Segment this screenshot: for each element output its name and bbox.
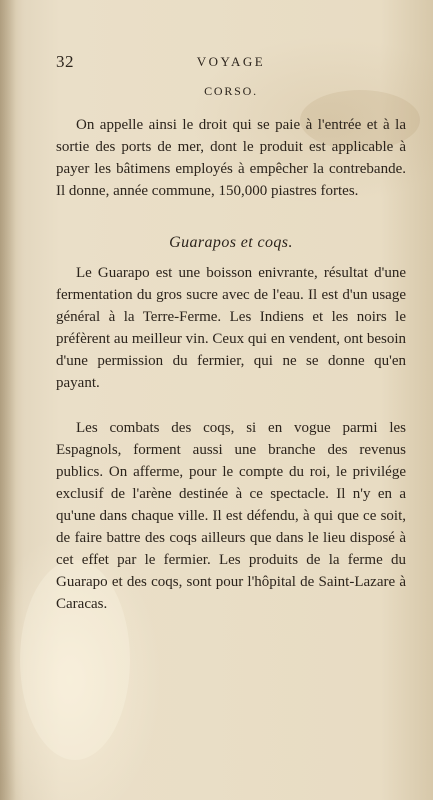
running-head — [56, 52, 406, 72]
paragraph-coqs: Les combats des coqs, si en vogue parmi les Espagnols, forment aussi une branche des revenus publics. On afferme, pour le compte du roi, le privilége exclusif de l'arène destinée à ce spectacle. Il n'y en a qu'une dans chaque ville. Il est défendu, à qui que ce soit, de faire battre des coqs ailleurs que dans le lieu disposé à cet effet par le fermier. Les produits de la ferme du Guarapo et des coqs, sont pour l'hôpital de Saint-Lazare à Caracas. — [56, 420, 406, 612]
binding-shadow — [0, 0, 16, 800]
section-title-guarapos: Guarapos et coqs. — [169, 234, 293, 251]
paragraph-corso: On appelle ainsi le droit qui se paie à l'entrée et à la sortie des ports de mer, dont le produit est applicable à payer les bâtimens employés à empêcher la contrebande. Il donne, année commune, 150,000 piastres fortes. — [56, 117, 406, 199]
paragraph-guarapo: Le Guarapo est une boisson enivrante, résultat d'une fermentation du gros sucre avec de l'eau. Il est d'un usage général à la Terre-Ferme. Les Indiens et les noirs le préfèrent au meilleur vin. Ceux qui en vendent, ont besoin d'une permission du fermier, qui ne se donne qu'en payant. — [56, 265, 406, 391]
running-title: VOYAGE — [196, 54, 266, 69]
section-title-corso: CORSO. — [204, 84, 258, 98]
page-number: 32 — [56, 52, 74, 71]
